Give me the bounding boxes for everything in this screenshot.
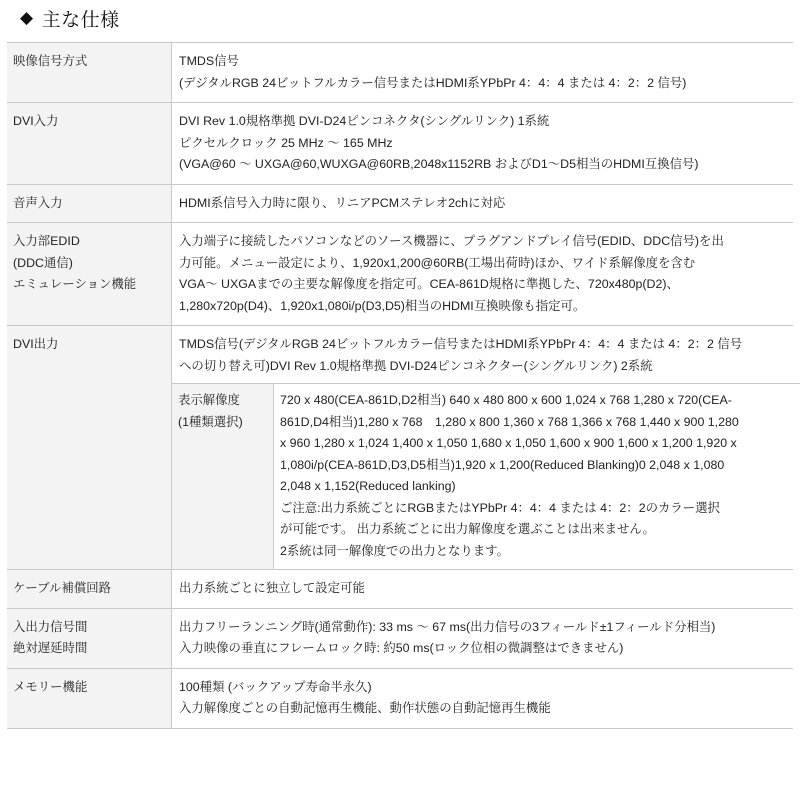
spec-label	[7, 668, 172, 728]
spec-label	[7, 223, 172, 326]
spec-label	[7, 608, 172, 668]
label-line: 入力部EDID	[13, 234, 80, 248]
value-line: VGA〜 UXGAまでの主要な解像度を指定可。CEA-861D規格に準拠した、720x480p(D2)、	[179, 277, 679, 291]
value-line: が可能です。 出力系統ごとに出力解像度を選ぶことは出来ません。	[280, 522, 655, 536]
spec-value	[172, 184, 794, 223]
spec-label	[7, 184, 172, 223]
label-line: 入出力信号間	[13, 619, 88, 634]
value-line: 入力端子に接続したパソコンなどのソース機器に、プラグアンドプレイ信号(EDID、DDC信号)を出	[179, 234, 724, 248]
section-heading	[20, 6, 120, 30]
value-line: 720 x 480(CEA-861D,D2相当) 640 x 480 800 x 600 1,024 x 768 1,280 x 720(CEA-	[280, 393, 732, 407]
value-line: ご注意:出力系統ごとにRGBまたはYPbPr 4：4：4 または 4：2：2のカラー選択	[280, 500, 720, 515]
section-title: 主な仕様	[41, 9, 120, 31]
label-line: メモリー機能	[13, 679, 88, 694]
spec-label	[7, 43, 172, 103]
subspec-label	[172, 384, 274, 570]
spec-value	[172, 570, 794, 609]
spec-row-memory	[7, 668, 793, 728]
value-line: (VGA@60 〜 UXGA@60,WUXGA@60RB,2048x1152RB およびD1〜D5相当のHDMI互換信号)	[179, 157, 699, 171]
spec-row-video-signal	[7, 43, 793, 103]
spec-label	[7, 570, 172, 609]
value-line: 100種類 (バックアップ寿命半永久)	[179, 679, 372, 694]
spec-value	[172, 608, 794, 668]
label-line: DVI出力	[13, 337, 59, 351]
value-line: 出力フリーランニング時(通常動作): 33 ms 〜 67 ms(出力信号の3フィールド±1フィールド分相当)	[179, 619, 716, 634]
label-line: エミュレーション機能	[13, 277, 137, 291]
spec-value	[172, 326, 794, 570]
value-line: 入力映像の垂直にフレームロック時: 約50 ms(ロック位相の微調整はできません)	[179, 641, 624, 655]
value-line: (デジタルRGB 24ビットフルカラー信号またはHDMI系YPbPr 4：4：4 または 4：2：2 信号)	[179, 75, 687, 90]
value-line: への切り替え可)DVI Rev 1.0規格準拠 DVI-D24ピンコネクター(シングルリンク) 2系統	[179, 358, 653, 373]
spec-row-signal-delay	[7, 608, 793, 668]
display-resolution-subtable	[172, 383, 800, 569]
spec-row-audio-input	[7, 184, 793, 223]
value-line: HDMI系信号入力時に限り、リニアPCMステレオ2chに対応	[179, 195, 506, 210]
value-line: x 960 1,280 x 1,024 1,400 x 1,050 1,680 x 1,050 1,600 x 900 1,600 x 1,200 1,920 x	[280, 436, 737, 450]
value-line: 2系統は同一解像度での出力となります。	[280, 543, 509, 558]
spec-label	[7, 103, 172, 185]
value-line: 入力解像度ごとの自動記憶再生機能、動作状態の自動記憶再生機能	[179, 701, 551, 715]
label-line: ケーブル補償回路	[13, 581, 112, 595]
subspec-row-display-resolution	[172, 384, 800, 570]
label-line: 絶対遅延時間	[13, 641, 88, 655]
value-line: ピクセルクロック 25 MHz 〜 165 MHz	[179, 135, 393, 150]
spec-value	[172, 103, 794, 185]
spec-value	[172, 223, 794, 326]
label-line: (1種類選択)	[178, 414, 243, 429]
subspec-value	[274, 384, 800, 570]
spec-value	[172, 668, 794, 728]
label-line: 表示解像度	[178, 393, 240, 407]
value-line: 出力系統ごとに独立して設定可能	[179, 581, 365, 595]
label-line: DVI入力	[13, 114, 59, 128]
label-line: (DDC通信)	[13, 255, 73, 270]
spec-value	[172, 43, 794, 103]
value-line: 2,048 x 1,152(Reduced lanking)	[280, 479, 456, 493]
spec-label	[7, 326, 172, 570]
value-line: 1,080i/p(CEA-861D,D3,D5相当)1,920 x 1,200(Reduced Blanking)0 2,048 x 1,080	[280, 457, 725, 472]
spec-row-cable-compensation	[7, 570, 793, 609]
label-line: 映像信号方式	[13, 54, 88, 68]
spec-table	[7, 42, 793, 729]
spec-row-dvi-input	[7, 103, 793, 185]
spec-row-dvi-output	[7, 326, 793, 570]
diamond-icon: ◆	[20, 8, 34, 27]
value-line: 1,280x720p(D4)、1,920x1,080i/p(D3,D5)相当のHDMI互換映像も指定可。	[179, 298, 586, 313]
value-line: TMDS信号(デジタルRGB 24ビットフルカラー信号またはHDMI系YPbPr 4：4：4 または 4：2：2 信号	[179, 337, 743, 351]
value-line: TMDS信号	[179, 54, 239, 68]
value-line: 861D,D4相当)1,280 x 768 1,280 x 800 1,360 x 768 1,366 x 768 1,440 x 900 1,280	[280, 414, 739, 429]
spec-row-edid-emulation	[7, 223, 793, 326]
value-line: 力可能。メニュー設定により、1,920x1,200@60RB(工場出荷時)ほか、ワイド系解像度を含む	[179, 255, 696, 270]
value-line: DVI Rev 1.0規格準拠 DVI-D24ピンコネクタ(シングルリンク) 1系統	[179, 114, 550, 128]
label-line: 音声入力	[13, 195, 63, 210]
